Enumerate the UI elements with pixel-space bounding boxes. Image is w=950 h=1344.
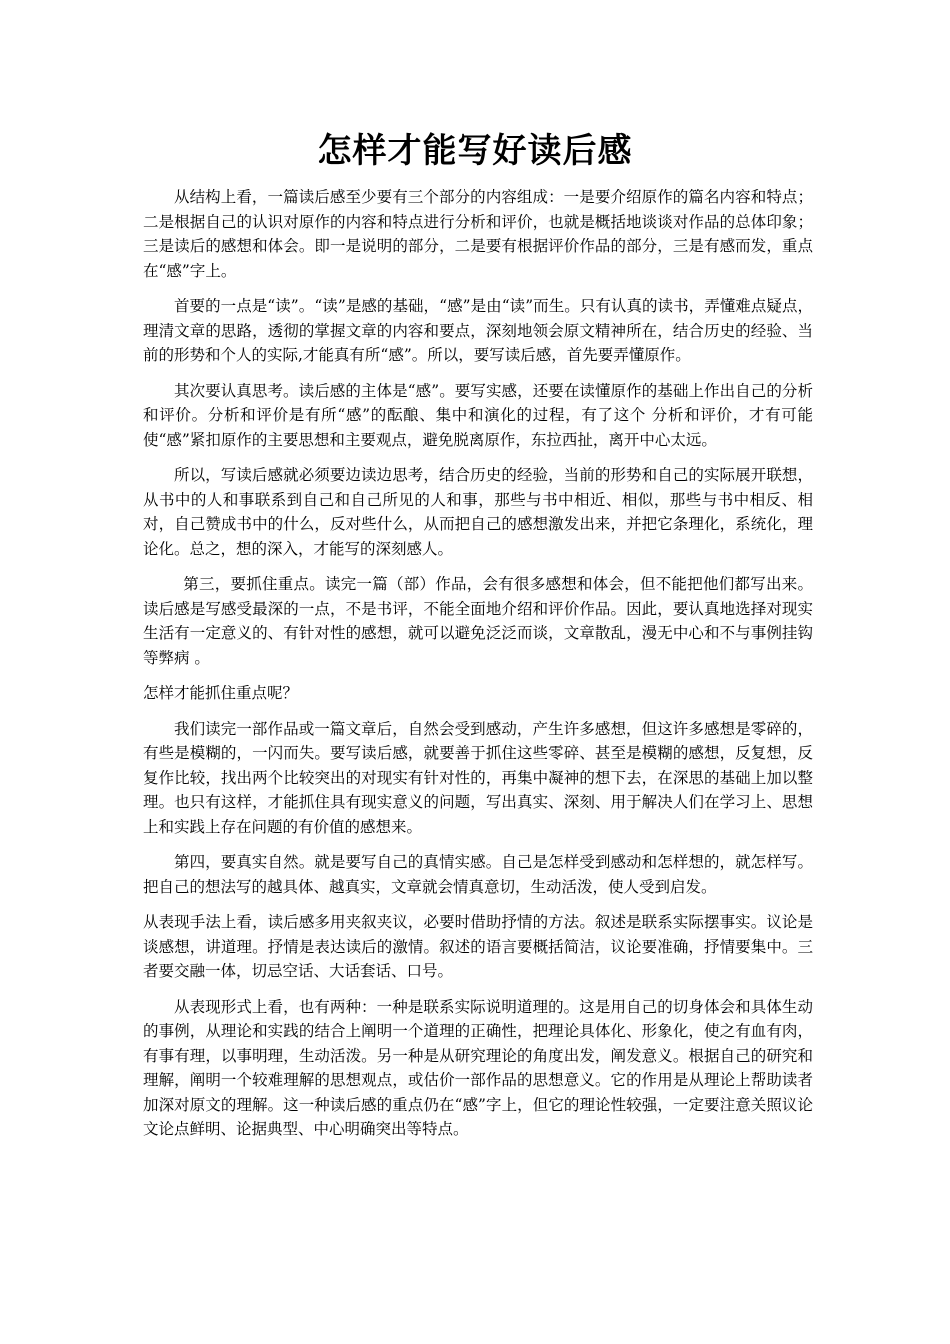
- document-title: 怎样才能写好读后感: [317, 131, 633, 171]
- paragraph-structure: 从结构上看，一篇读后感至少要有三个部分的内容组成：一是要介绍原作的篇名内容和特点；二是根据自己的认识对原作的内容和特点进行分析和评价，也就是概括地谈谈对作品的总体印象；三是读后的感想和体会。即一是说明的部分，二是要有根据评价作品的部分，三是有感而发，重点在“感”字上。: [143, 188, 813, 280]
- paragraph-focus-question: 怎样才能抓住重点呢？: [143, 684, 299, 702]
- paragraph-technique: 从表现手法上看，读后感多用夹叙夹议，必要时借助抒情的方法。叙述是联系实际摆事实。议论是谈感想，讲道理。抒情是表达读后的激情。叙述的语言要概括简洁，议论要准确，抒情要集中。三者要交融一体，切忌空话、大话套话、口号。: [143, 913, 813, 980]
- paragraph-association: 所以，写读后感就必须要边读边思考，结合历史的经验，当前的形势和自己的实际展开联想，从书中的人和事联系到自己和自己所见的人和事，那些与书中相近、相似，那些与书中相反、相对，自己赞成书中的什么，反对些什么，从而把自己的感想激发出来，并把它条理化，系统化，理论化。总之，想的深入，才能写的深刻感人。: [143, 466, 813, 558]
- paragraph-reading: 首要的一点是“读”。“读”是感的基础，“感”是由“读”而生。只有认真的读书，弄懂难点疑点，理清文章的思路，透彻的掌握文章的内容和要点，深刻地领会原文精神所在，结合历史的经验、当前的形势和个人的实际,才能真有所“感”。所以，要写读后感，首先要弄懂原作。: [143, 297, 813, 364]
- paragraph-authenticity: 第四，要真实自然。就是要写自己的真情实感。自己是怎样受到感动和怎样想的，就怎样写。把自己的想法写的越具体、越真实，文章就会情真意切，生动活泼，使人受到启发。: [143, 853, 813, 896]
- paragraph-focus-method: 我们读完一部作品或一篇文章后，自然会受到感动，产生许多感想，但这许多感想是零碎的，有些是模糊的，一闪而失。要写读后感，就要善于抓住这些零碎、甚至是模糊的感想，反复想，反复作比较，找出两个比较突出的对现实有针对性的，再集中凝神的想下去，在深思的基础上加以整理。也只有这样，才能抓住具有现实意义的问题，写出真实、深刻、用于解决人们在学习上、思想上和实践上存在问题的有价值的感想来。: [143, 719, 813, 836]
- paragraph-form: 从表现形式上看，也有两种：一种是联系实际说明道理的。这是用自己的切身体会和具体生动的事例，从理论和实践的结合上阐明一个道理的正确性，把理论具体化、形象化，使之有血有肉，有事有理，以事明理，生动活泼。另一种是从研究理论的角度出发，阐发意义。根据自己的研究和理解，阐明一个较难理解的思想观点，或估价一部作品的思想意义。它的作用是从理论上帮助读者加深对原文的理解。这一种读后感的重点仍在“感”字上，但它的理论性较强，一定要注意关照议论文论点鲜明、论据典型、中心明确突出等特点。: [143, 997, 813, 1138]
- paragraph-thinking: 其次要认真思考。读后感的主体是“感”。要写实感，还要在读懂原作的基础上作出自己的分析和评价。分析和评价是有所“感”的酝酿、集中和演化的过程，有了这个 分析和评价，才有可能使“感”紧扣原作的主要思想和主要观点，避免脱离原作，东拉西扯，离开中心太远。: [143, 381, 813, 449]
- document-body: [143, 185, 813, 1153]
- paragraph-focus: 第三，要抓住重点。读完一篇（部）作品，会有很多感想和体会，但不能把他们都写出来。读后感是写感受最深的一点，不是书评，不能全面地介绍和评价作品。因此，要认真地选择对现实生活有一定意义的、有针对性的感想，就可以避免泛泛而谈，文章散乱，漫无中心和不与事例挂钩等弊病 。: [143, 575, 813, 667]
